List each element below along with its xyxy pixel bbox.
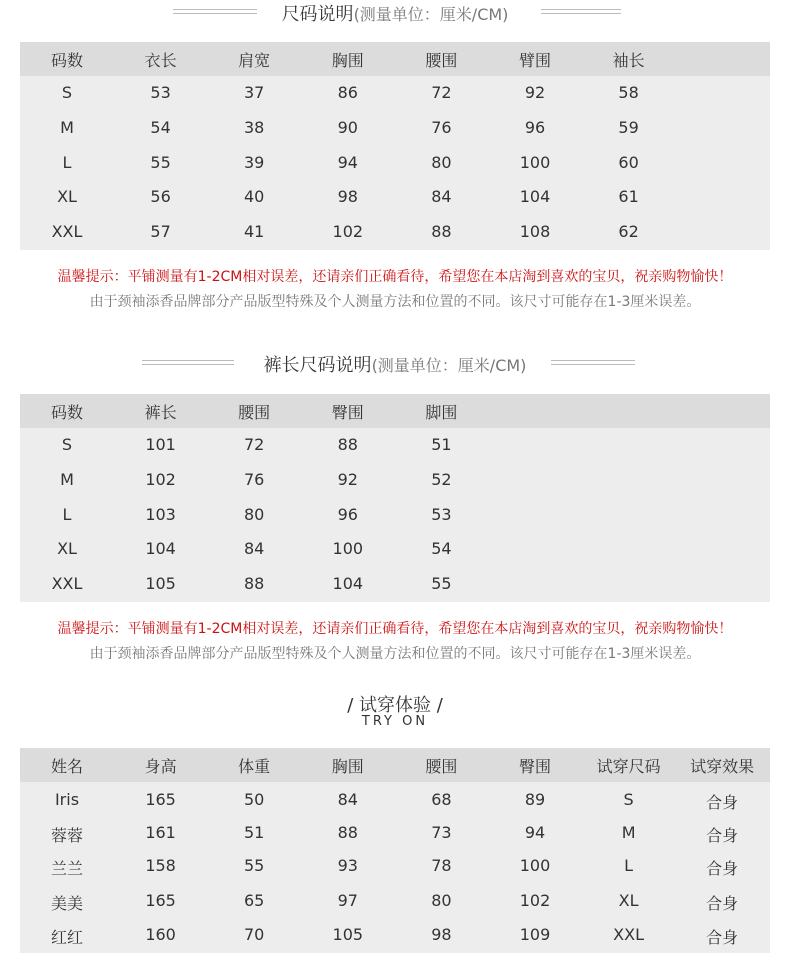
column-header: 体重 xyxy=(238,757,271,776)
size-note-text: 由于颈袖添香品牌部分产品版型特殊及个人测量方法和位置的不同。该尺寸可能存在1-3厘米误差。 xyxy=(89,294,701,310)
table-cell: 96 xyxy=(337,505,358,524)
try-on-title: / 试穿体验 / xyxy=(347,695,443,716)
column-header: 身高 xyxy=(144,757,177,776)
table-cell: 65 xyxy=(244,891,265,910)
table-cell: 76 xyxy=(431,118,452,137)
table-cell: 蓉蓉 xyxy=(50,826,83,845)
column-header: 袖长 xyxy=(612,51,645,70)
table-cell: 60 xyxy=(618,153,639,172)
table-cell: 97 xyxy=(337,891,358,910)
column-header: 臀围 xyxy=(518,757,551,776)
table-cell: 合身 xyxy=(706,928,739,947)
table-cell: 合身 xyxy=(706,859,739,878)
table-cell: 68 xyxy=(431,790,452,809)
table-cell: 54 xyxy=(431,539,452,558)
table-cell: 红红 xyxy=(50,928,83,947)
column-header: 肩宽 xyxy=(238,51,271,70)
table-cell: 57 xyxy=(150,222,171,241)
table-cell: M xyxy=(621,823,636,842)
table-cell: 61 xyxy=(618,187,639,206)
size-chart-title xyxy=(0,0,790,26)
size-warning-text: 温馨提示：平铺测量有1-2CM相对误差，还请亲们正确看待，希望您在本店淘到喜欢的宝贝，祝亲购物愉快！ xyxy=(57,269,733,285)
table-cell: 55 xyxy=(244,856,265,875)
table-cell: 102 xyxy=(519,891,551,910)
table-cell: 兰兰 xyxy=(50,859,83,878)
try-on-table-header xyxy=(20,748,770,782)
table-cell: XL xyxy=(57,187,77,206)
table-cell: 53 xyxy=(431,505,452,524)
table-cell: S xyxy=(623,790,634,809)
table-cell: 76 xyxy=(244,470,265,489)
table-cell: 104 xyxy=(519,187,551,206)
try-on-subtitle: TRY ON xyxy=(361,714,429,729)
pants-size-table-header xyxy=(20,394,770,428)
pants-warning-text: 温馨提示：平铺测量有1-2CM相对误差，还请亲们正确看待，希望您在本店淘到喜欢的宝贝，祝亲购物愉快！ xyxy=(57,621,733,637)
table-cell: 38 xyxy=(244,118,265,137)
table-cell: 73 xyxy=(431,823,452,842)
table-cell: 84 xyxy=(337,790,358,809)
column-header: 腰围 xyxy=(238,403,271,422)
table-cell: 104 xyxy=(145,539,176,558)
table-cell: 53 xyxy=(150,83,171,102)
column-header: 臂围 xyxy=(518,51,551,70)
table-cell: 94 xyxy=(524,823,546,842)
table-cell: S xyxy=(61,435,73,454)
table-cell: M xyxy=(60,470,74,489)
size-chart-unit: (测量单位：厘米/CM) xyxy=(353,5,509,24)
table-cell: 50 xyxy=(244,790,265,809)
table-cell: 80 xyxy=(244,505,265,524)
table-cell: XXL xyxy=(51,574,83,593)
table-cell: 102 xyxy=(332,222,364,241)
table-cell: 84 xyxy=(431,187,452,206)
table-cell: 92 xyxy=(524,83,546,102)
table-cell: 108 xyxy=(519,222,551,241)
column-header: 码数 xyxy=(50,403,83,422)
column-header: 胸围 xyxy=(331,757,364,776)
table-cell: 98 xyxy=(431,925,452,944)
table-cell: 90 xyxy=(337,118,358,137)
table-cell: 合身 xyxy=(706,826,739,845)
table-cell: XXL xyxy=(613,925,645,944)
table-cell: 39 xyxy=(244,153,265,172)
table-cell: 72 xyxy=(431,83,452,102)
table-cell: 100 xyxy=(519,153,551,172)
table-cell: 165 xyxy=(145,891,176,910)
table-cell: 80 xyxy=(431,153,452,172)
pants-size-table xyxy=(20,394,770,602)
column-header: 臀围 xyxy=(331,403,364,422)
table-cell: 96 xyxy=(524,118,546,137)
table-cell: 89 xyxy=(524,790,546,809)
column-header: 试穿尺码 xyxy=(596,757,661,776)
table-cell: 41 xyxy=(244,222,265,241)
table-cell: 62 xyxy=(618,222,639,241)
table-cell: 59 xyxy=(618,118,639,137)
table-cell: 160 xyxy=(145,925,176,944)
table-cell: 70 xyxy=(244,925,265,944)
table-cell: 92 xyxy=(337,470,358,489)
table-cell: L xyxy=(62,505,72,524)
table-cell: 合身 xyxy=(706,793,739,812)
table-cell: 合身 xyxy=(706,894,739,913)
table-cell: 美美 xyxy=(50,894,83,913)
size-table xyxy=(20,42,770,250)
table-cell: 93 xyxy=(337,856,358,875)
column-header: 裤长 xyxy=(144,403,177,422)
table-cell: 109 xyxy=(519,925,551,944)
table-cell: 56 xyxy=(150,187,171,206)
table-cell: 52 xyxy=(431,470,452,489)
column-header: 试穿效果 xyxy=(690,757,755,776)
table-cell: 101 xyxy=(145,435,176,454)
table-cell: 88 xyxy=(431,222,452,241)
table-cell: XL xyxy=(618,891,639,910)
table-cell: 58 xyxy=(618,83,639,102)
table-cell: 94 xyxy=(337,153,358,172)
table-cell: 54 xyxy=(150,118,171,137)
pants-note-text: 由于颈袖添香品牌部分产品版型特殊及个人测量方法和位置的不同。该尺寸可能存在1-3厘米误差。 xyxy=(89,646,701,662)
table-cell: 165 xyxy=(145,790,176,809)
column-header: 码数 xyxy=(50,51,83,70)
title-decor-line-right xyxy=(541,9,621,14)
table-cell: 51 xyxy=(244,823,265,842)
size-chart-title-text: 尺码说明 xyxy=(281,4,354,25)
table-cell: XXL xyxy=(51,222,83,241)
table-cell: L xyxy=(624,856,634,875)
table-cell: 72 xyxy=(244,435,265,454)
table-cell: 55 xyxy=(150,153,171,172)
column-header: 姓名 xyxy=(50,757,83,776)
table-cell: S xyxy=(61,83,73,102)
table-cell: 105 xyxy=(145,574,176,593)
pants-chart-title-text: 裤长尺码说明 xyxy=(263,355,372,376)
table-cell: 98 xyxy=(337,187,358,206)
table-cell: 104 xyxy=(332,574,364,593)
column-header: 腰围 xyxy=(425,757,458,776)
table-cell: M xyxy=(60,118,74,137)
table-cell: 55 xyxy=(431,574,452,593)
table-cell: 88 xyxy=(337,823,358,842)
table-cell: 103 xyxy=(145,505,176,524)
pants-title-decor-line-right xyxy=(551,360,635,365)
table-cell: 88 xyxy=(244,574,265,593)
table-cell: 78 xyxy=(431,856,452,875)
table-cell: 86 xyxy=(337,83,358,102)
column-header: 脚围 xyxy=(425,403,458,422)
size-table-header xyxy=(20,42,770,76)
table-cell: 161 xyxy=(145,823,176,842)
table-cell: 37 xyxy=(244,83,265,102)
table-cell: 100 xyxy=(332,539,364,558)
table-cell: 80 xyxy=(431,891,452,910)
table-cell: 88 xyxy=(337,435,358,454)
pants-chart-unit: (测量单位：厘米/CM) xyxy=(371,356,527,375)
pants-chart-title xyxy=(0,351,790,377)
column-header: 衣长 xyxy=(144,51,177,70)
column-header: 胸围 xyxy=(331,51,364,70)
table-cell: 102 xyxy=(145,470,176,489)
table-cell: 100 xyxy=(519,856,551,875)
table-cell: XL xyxy=(57,539,77,558)
column-header: 腰围 xyxy=(425,51,458,70)
table-cell: 84 xyxy=(244,539,265,558)
table-cell: 105 xyxy=(332,925,364,944)
table-cell: L xyxy=(62,153,72,172)
table-cell: 51 xyxy=(431,435,452,454)
try-on-table xyxy=(20,748,770,953)
table-cell: 158 xyxy=(145,856,176,875)
table-cell: Iris xyxy=(54,790,80,809)
table-cell: 40 xyxy=(244,187,265,206)
